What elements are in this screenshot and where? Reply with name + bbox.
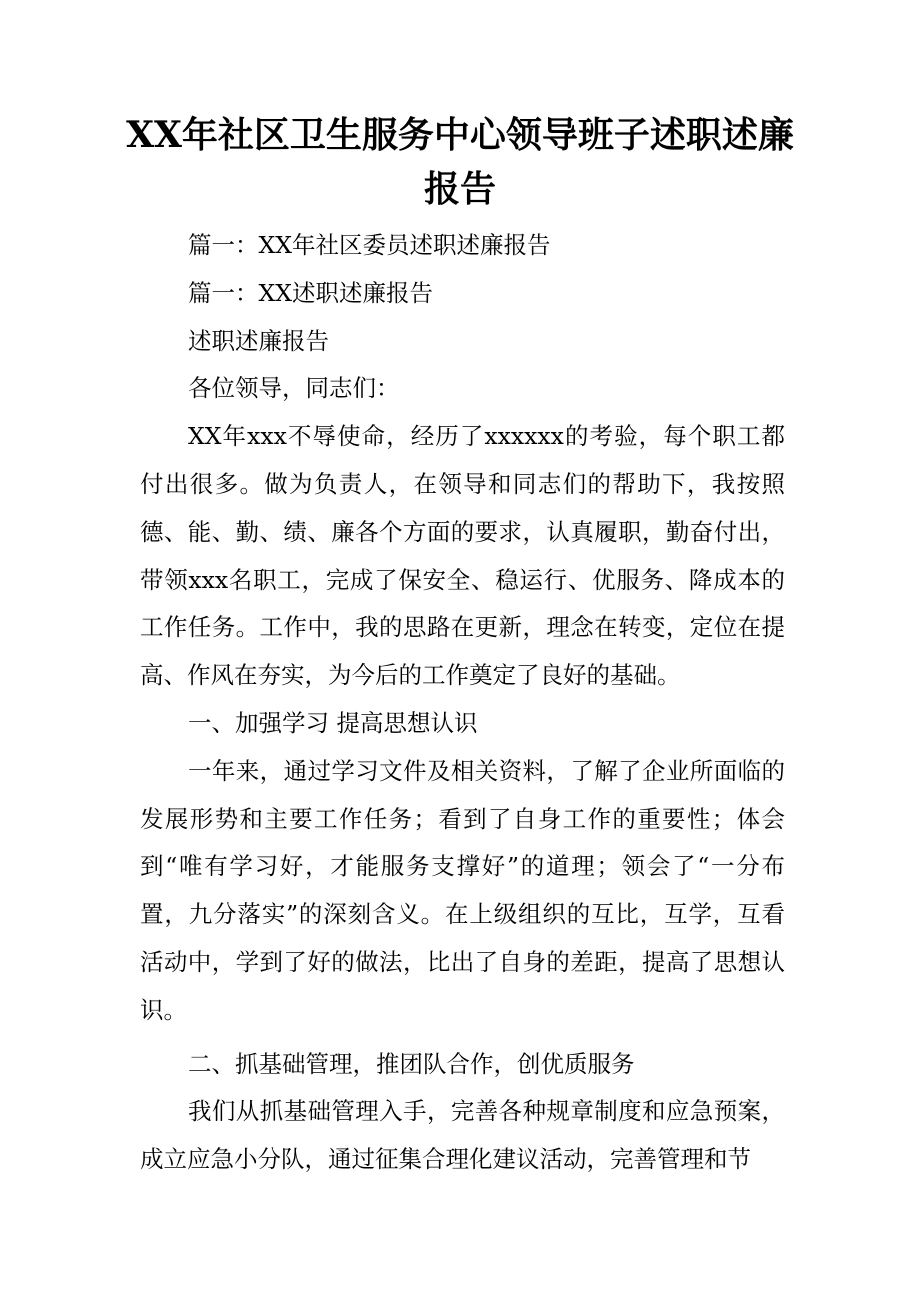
paragraph-management: 我们从抓基础管理入手，完善各种规章制度和应急预案，成立应急小分队，通过征集合理化建议活动，完善管理和节: [140, 1097, 785, 1174]
paragraph-study: 一年来，通过学习文件及相关资料，了解了企业所面临的发展形势和主要工作任务；看到了自身工作的重要性；体会到“唯有学习好，才能服务支撑好”的道理；领会了“一分布置，九分落实”的深刻含义。在上级组织的互比，互学，互看活动中，学到了好的做法，比出了自身的差距，提高了思想认识。: [140, 756, 785, 1024]
paragraph-heading-two: 二、抓基础管理，推团队合作，创优质服务: [188, 1049, 635, 1078]
paragraph-section-header-1: 篇一：XX年社区委员述职述廉报告: [188, 231, 551, 259]
paragraph-salutation: 各位领导，同志们：: [188, 374, 400, 403]
document-body: [140, 222, 785, 1184]
document-title: XX年社区卫生服务中心领导班子述职述廉报告: [126, 114, 794, 210]
paragraph-heading-one: 一、加强学习 提高思想认识: [188, 708, 478, 737]
paragraph-section-header-2: 篇一：XX述职述廉报告: [188, 278, 433, 307]
paragraph-report-heading: 述职述廉报告: [188, 326, 329, 355]
paragraph-intro: XX年xxx不辱使命，经历了xxxxxx的考验，每个职工都付出很多。做为负责人，在领导和同志们的帮助下，我按照德、能、勤、绩、廉各个方面的要求，认真履职，勤奋付出，带领xxx名职工，完成了保安全、稳运行、优服务、降成本的工作任务。工作中，我的思路在更新，理念在转变，定位在提高、作风在夯实，为今后的工作奠定了良好的基础。: [140, 422, 785, 690]
